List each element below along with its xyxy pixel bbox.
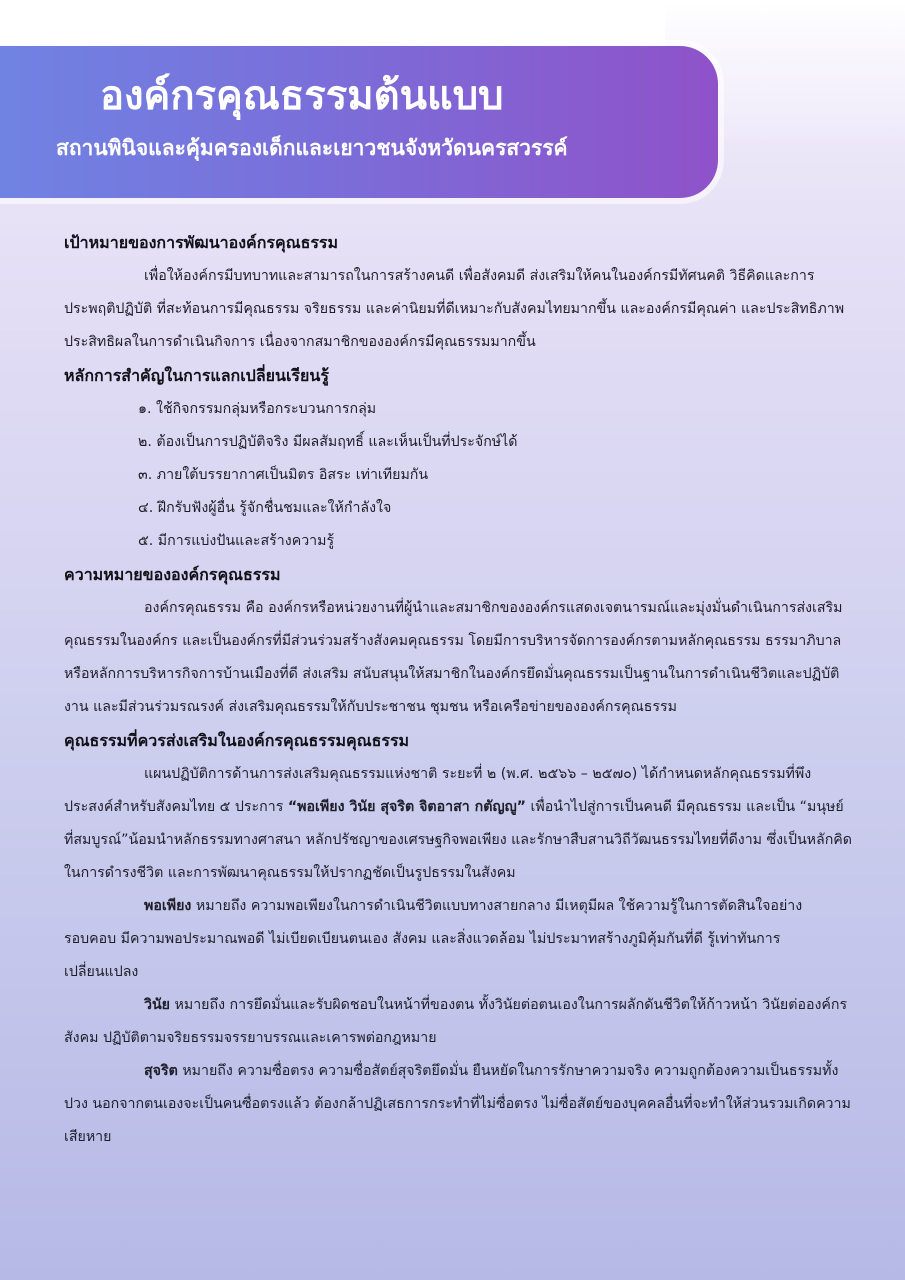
principles-list: [64, 393, 854, 558]
virtues-heading: คุณธรรมที่ควรส่งเสริมในองค์กรคุณธรรมคุณธรรม: [64, 731, 410, 750]
principles-heading: หลักการสำคัญในการแลกเปลี่ยนเรียนรู้: [64, 366, 329, 385]
list-item: ๑. ใช้กิจกรรมกลุ่มหรือกระบวนการกลุ่ม: [138, 401, 377, 417]
virtue-definition: หมายถึง ความซื่อตรง ความซื่อสัตย์สุจริตยึดมั่น ยืนหยัดในการรักษาความจริง ความถูกต้องความเป็นธรรมทั้งปวง นอกจากตนเองจะเป็นคนซื่อตรงแล้ว ต้องกล้าปฏิเสธการกระทำที่ไม่ซื่อตรง ไม่ซื่อสัตย์ของบุคคลอื่นที่จะทำให้ส่วนรวมเกิดความเสียหาย: [64, 1063, 851, 1145]
page-subtitle: สถานพินิจและคุ้มครองเด็กและเยาวชนจังหวัดนครสวรรค์: [56, 136, 568, 160]
meaning-heading: ความหมายขององค์กรคุณธรรม: [64, 565, 281, 584]
list-item: ๔. ฝึกรับฟังผู้อื่น รู้จักชื่นชมและให้กำลังใจ: [138, 500, 392, 516]
virtue-paragraph-honesty: [64, 1055, 854, 1154]
virtues-intro-text-cont: เพื่อนำไปสู่การเป็นคนดี มีคุณธรรม และเป็น “มนุษย์ ที่สมบูรณ์”น้อมนำหลักธรรมทางศาสนา หลักปรัชญาของเศรษฐกิจพอเพียง และรักษาสืบสานวิถีวัฒนธรรมไทยที่ดีงาม ซึ่งเป็นหลักคิดในการดำรงชีวิต และการพัฒนาคุณธรรมให้ปรากฏชัดเป็นรูปธรรมในสังคม: [64, 799, 852, 881]
virtues-intro-text: แผนปฏิบัติการด้านการส่งเสริมคุณธรรมแห่งชาติ ระยะที่ ๒ (พ.ศ. ๒๕๖๖ – ๒๕๗๐) ได้กำหนดหลักคุณธรรมที่พึงประสงค์สำหรับสังคมไทย ๕ ประการ: [64, 766, 812, 815]
virtue-term: วินัย: [144, 997, 170, 1013]
document-body: [64, 226, 854, 1154]
virtues-intro-paragraph: [64, 758, 854, 890]
virtues-list-emphasis: “พอเพียง วินัย สุจริต จิตอาสา กตัญญู”: [287, 799, 526, 815]
list-item: ๓. ภายใต้บรรยากาศเป็นมิตร อิสระ เท่าเทียมกัน: [138, 467, 429, 483]
virtue-term: พอเพียง: [144, 898, 192, 914]
goal-heading: เป้าหมายของการพัฒนาองค์กรคุณธรรม: [64, 233, 339, 252]
virtue-term: สุจริต: [144, 1063, 178, 1079]
goal-paragraph: เพื่อให้องค์กรมีบทบาทและสามารถในการสร้างคนดี เพื่อสังคมดี ส่งเสริมให้คนในองค์กรมีทัศนคติ วิธีคิดและการประพฤติปฏิบัติ ที่สะท้อนการมีคุณธรรม จริยธรรม และค่านิยมที่ดีเหมาะกับสังคมไทยมากขึ้น และองค์กรมีคุณค่า และประสิทธิภาพ ประสิทธิผลในการดำเนินกิจการ เนื่องจากสมาชิกขององค์กรมีคุณธรรมมากขึ้น: [64, 268, 845, 350]
virtue-definition: หมายถึง การยึดมั่นและรับผิดชอบในหน้าที่ของตน ทั้งวินัยต่อตนเองในการผลักดันชีวิตให้ก้าวหน้า วินัยต่อองค์กร สังคม ปฏิบัติตามจริยธรรมจรรยาบรรณและเคารพต่อกฎหมาย: [64, 997, 848, 1046]
virtue-paragraph-discipline: [64, 989, 854, 1055]
list-item: ๕. มีการแบ่งปันและสร้างความรู้: [138, 533, 335, 549]
virtue-definition: หมายถึง ความพอเพียงในการดำเนินชีวิตแบบทางสายกลาง มีเหตุมีผล ใช้ความรู้ในการตัดสินใจอย่างรอบคอบ มีความพอประมาณพอดี ไม่เบียดเบียนตนเอง สังคม และสิ่งแวดล้อม ไม่ประมาทสร้างภูมิคุ้มกันที่ดี รู้เท่าทันการเปลี่ยนแปลง: [64, 898, 803, 980]
page-title: องค์กรคุณธรรมต้นแบบ: [100, 73, 504, 119]
meaning-paragraph: องค์กรคุณธรรม คือ องค์กรหรือหน่วยงานที่ผู้นำและสมาชิกขององค์กรแสดงเจตนารมณ์และมุ่งมั่นดำเนินการส่งเสริมคุณธรรมในองค์กร และเป็นองค์กรที่มีส่วนร่วมสร้างสังคมคุณธรรม โดยมีการบริหารจัดการองค์กรตามหลักคุณธรรม ธรรมาภิบาล หรือหลักการบริหารกิจการบ้านเมืองที่ดี ส่งเสริม สนับสนุนให้สมาชิกในองค์กรยึดมั่นคุณธรรมเป็นฐานในการดำเนินชีวิตและปฏิบัติงาน และมีส่วนร่วมรณรงค์ ส่งเสริมคุณธรรมให้กับประชาชน ชุมชน หรือเครือข่ายขององค์กรคุณธรรม: [64, 600, 843, 715]
list-item: ๒. ต้องเป็นการปฏิบัติจริง มีผลสัมฤทธิ์ และเห็นเป็นที่ประจักษ์ได้: [138, 434, 518, 450]
virtue-paragraph-sufficiency: [64, 890, 854, 989]
